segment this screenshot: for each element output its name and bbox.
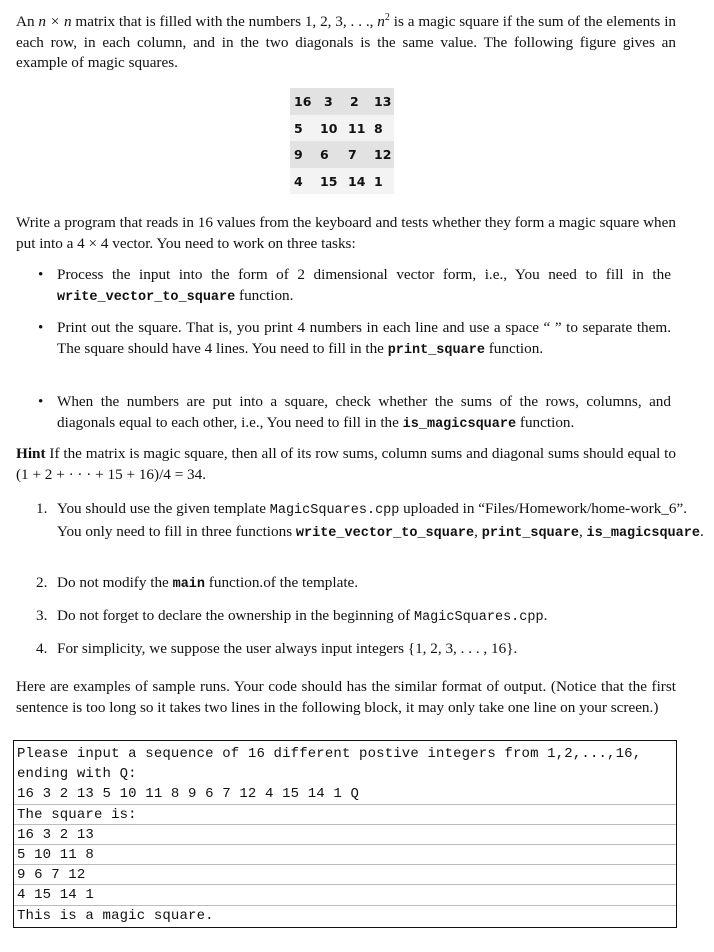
sample-run-divider <box>14 824 676 825</box>
magic-square-figure <box>290 88 394 194</box>
magic-square-row <box>290 88 394 115</box>
code-print-square: print_square <box>387 342 485 358</box>
code-magicsquares-cpp: MagicSquares.cpp <box>269 503 400 518</box>
bullet-text-b: function. <box>484 339 544 357</box>
magic-square-row <box>290 141 394 168</box>
hint-paragraph <box>16 444 676 485</box>
code-main: main <box>172 577 205 592</box>
req-text-b: . <box>543 607 548 624</box>
requirement-text <box>57 606 697 629</box>
bullet-text-b: function. <box>516 413 575 431</box>
code-magicsquares-cpp: MagicSquares.cpp <box>413 610 544 625</box>
code-is-magicsquare: is_magicsquare <box>586 525 700 541</box>
task-intro-paragraph: Write a program that reads in 16 values from the keyboard and tests whether they form a magic square when put into a 4 × 4 vector. You need to work on three tasks: <box>16 214 676 252</box>
sample-run-line: 4 15 14 1 <box>17 887 94 904</box>
intro-text-1: An <box>16 13 39 31</box>
bullet-text-a: Process the input into the form of 2 dimensional vector form, i.e., You need to fill in the <box>57 266 671 283</box>
req-text-a: Do not forget to declare the ownership in the beginning of <box>57 607 414 624</box>
intro-paragraph <box>16 8 676 74</box>
magic-square-cell: 11 <box>348 120 366 136</box>
code-write-vector-to-square: write_vector_to_square <box>57 289 236 305</box>
sample-run-line: ending with Q: <box>17 766 137 783</box>
magic-square-cell: 5 <box>294 120 303 136</box>
code-print-square: print_square <box>481 525 579 541</box>
magic-square-cell: 9 <box>294 147 303 162</box>
magic-square-row <box>290 115 394 142</box>
magic-square-cell: 13 <box>374 94 392 109</box>
requirement-number: 2. <box>36 574 48 591</box>
req-text-e: . <box>699 522 704 540</box>
hint-text: If the matrix is magic square, then all of its row sums, column sums and diagonal sums should equal to (1 + 2 + · · · + 15 + 16)/4 = 34. <box>16 445 676 483</box>
requirement-text <box>57 573 697 596</box>
req-text-c: , <box>474 522 482 540</box>
sample-run-divider <box>14 884 676 885</box>
req-text-b: uploaded in “Files/Homework/home-work_6”. You only need to fill in three functions <box>57 500 688 540</box>
bullet-text <box>57 265 671 308</box>
requirement-text: For simplicity, we suppose the user always input integers {1, 2, 3, . . . , 16}. <box>57 640 518 657</box>
requirement-number: 3. <box>36 607 48 624</box>
requirement-number: 1. <box>36 500 48 517</box>
sample-run-box <box>13 740 677 928</box>
sample-run-line: 16 3 2 13 5 10 11 8 9 6 7 12 4 15 14 1 Q <box>17 786 360 803</box>
bullet-dot: • <box>38 319 44 336</box>
code-is-magicsquare: is_magicsquare <box>402 416 517 432</box>
sample-run-line: This is a magic square. <box>17 907 214 924</box>
intro-math-n: n <box>377 13 385 31</box>
requirement-number: 4. <box>36 640 48 657</box>
magic-square-cell: 12 <box>374 147 392 162</box>
magic-square-cell: 6 <box>320 147 329 162</box>
magic-square-cell: 4 <box>294 173 303 189</box>
magic-square-cell: 14 <box>348 173 366 189</box>
req-text-d: , <box>578 522 587 540</box>
sample-intro-paragraph: Here are examples of sample runs. Your code should has the similar format of output. (Notice that the first sentence is too long so it takes two lines in the following block, it may only take one line on your screen.) <box>16 678 676 716</box>
requirement-text <box>57 499 705 544</box>
bullet-dot: • <box>38 266 44 283</box>
sample-run-line: The square is: <box>17 806 137 823</box>
magic-square-cell: 7 <box>348 147 357 162</box>
bullet-text-b: function. <box>235 286 294 304</box>
sample-run-line: 5 10 11 8 <box>17 847 94 863</box>
magic-square-cell: 15 <box>320 173 338 189</box>
sample-run-line: Please input a sequence of 16 different postive integers from 1,2,...,16, <box>17 746 642 762</box>
sample-run-divider <box>14 864 676 865</box>
bullet-text <box>57 318 671 361</box>
code-write-vector-to-square: write_vector_to_square <box>295 525 475 541</box>
req-text-a: Do not modify the <box>57 574 173 591</box>
intro-text-2: matrix that is filled with the numbers 1, 2, 3, . . ., <box>71 13 378 31</box>
sample-run-line: 16 3 2 13 <box>17 826 94 843</box>
intro-math-n-by-n: n × n <box>38 13 72 31</box>
bullet-dot: • <box>38 393 44 410</box>
bullet-text-a: When the numbers are put into a square, check whether the sums of the rows, columns, and diagonals equal to each other, i.e., You need to fill in the <box>57 393 671 431</box>
bullet-text <box>57 392 671 435</box>
intro-math-exponent: 2 <box>384 12 390 23</box>
magic-square-cell: 10 <box>320 120 338 136</box>
bullet-text-a: Print out the square. That is, you print 4 numbers in each line and use a space “ ” to separate them. The square should have 4 lines. You need to fill in the <box>57 319 671 357</box>
sample-run-divider <box>14 844 676 845</box>
magic-square-cell: 8 <box>374 120 383 136</box>
req-text-b: function.of the template. <box>205 574 359 591</box>
intro-text-3: is a magic square if the sum of the elements in each row, in each column, and in the two diagonals is the same value. The following figure gives an example of magic squares. <box>16 13 677 72</box>
magic-square-cell: 3 <box>324 94 333 109</box>
req-text-a: You should use the given template <box>57 500 270 517</box>
magic-square-cell: 1 <box>374 173 383 189</box>
sample-run-line: 9 6 7 12 <box>17 867 86 884</box>
magic-square-cell: 16 <box>294 94 312 109</box>
magic-square-cell: 2 <box>350 94 359 109</box>
magic-square-row <box>290 168 394 195</box>
hint-label: Hint <box>16 445 46 462</box>
